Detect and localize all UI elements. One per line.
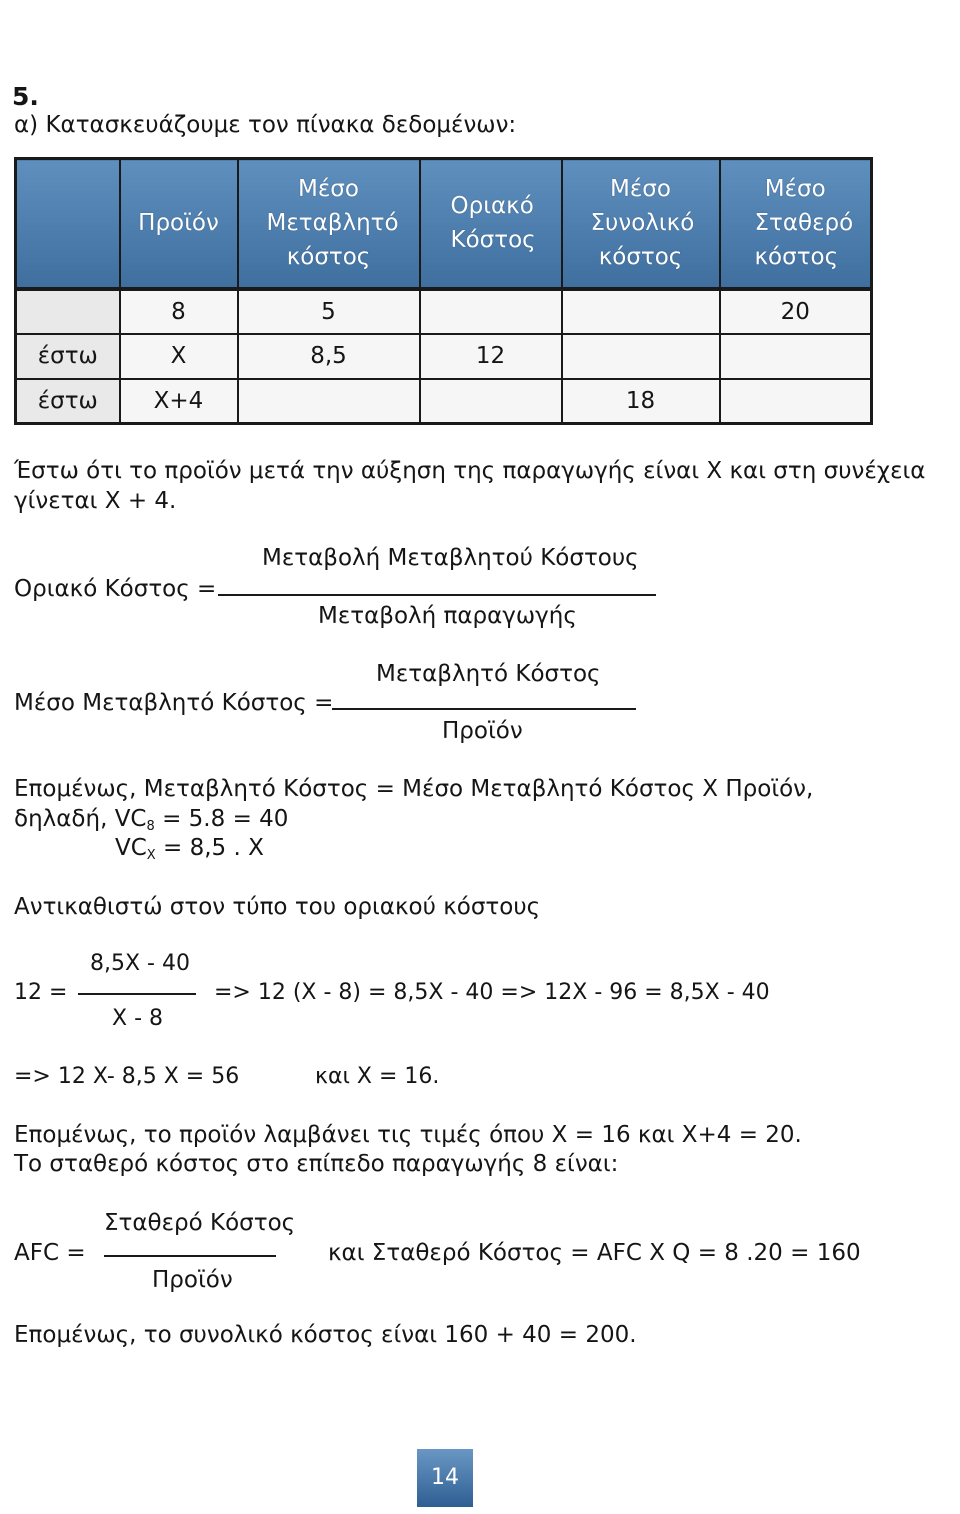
vc8-subscript: 8 (146, 819, 155, 834)
paragraph-line: γίνεται X + 4. (14, 488, 177, 514)
fraction-bar (78, 993, 196, 995)
table-cell: έστω (16, 379, 120, 424)
vcx-value: = 8,5 . X (155, 835, 264, 861)
equation-rhs: => 12 (X - 8) = 8,5X - 40 => 12X - 96 = 8,5X - 40 (214, 980, 770, 1005)
fraction-bar (218, 594, 656, 596)
mc-formula-numerator: Μεταβολή Μεταβλητού Κόστους (262, 545, 639, 571)
paragraph-line: Επομένως, το προϊόν λαμβάνει τις τιμές όπου X = 16 και X+4 = 20. (14, 1122, 802, 1148)
header-afc: Μέσο Σταθερό κόστος (720, 159, 872, 289)
table-cell: 18 (562, 379, 720, 424)
table-cell (420, 289, 562, 334)
table-cell: 20 (720, 289, 872, 334)
table-cell: έστω (16, 334, 120, 378)
vc8-value: = 5.8 = 40 (154, 806, 289, 832)
vcx-line (115, 835, 264, 863)
fraction-bar (104, 1255, 276, 1257)
header-mc: Οριακό Κόστος (420, 159, 562, 289)
paragraph-line: Επομένως, Μεταβλητό Κόστος = Μέσο Μεταβλητό Κόστος X Προϊόν, (14, 776, 814, 802)
table-row (16, 289, 872, 334)
table-cell (420, 379, 562, 424)
avc-formula-numerator: Μεταβλητό Κόστος (376, 661, 601, 687)
paragraph-line: Αντικαθιστώ στον τύπο του οριακού κόστους (14, 894, 541, 920)
table-cell (720, 379, 872, 424)
table-cell: 8 (120, 289, 238, 334)
table-cell: 8,5 (238, 334, 420, 378)
mc-formula-lhs: Οριακό Κόστος = (14, 576, 217, 602)
fraction-bar (332, 708, 636, 710)
data-table (14, 157, 870, 425)
problem-number: 5. (12, 82, 39, 111)
paragraph-line: Έστω ότι το προϊόν μετά την αύξηση της παραγωγής είναι X και στη συνέχεια (14, 458, 926, 484)
page-number: 14 (417, 1449, 473, 1507)
table-header-row (16, 159, 872, 289)
header-empty (16, 159, 120, 289)
afc-formula-lhs: AFC = (14, 1240, 86, 1266)
vcx-subscript: X (146, 848, 156, 863)
table-cell (720, 334, 872, 378)
table-cell: 5 (238, 289, 420, 334)
vc8-symbol: VC (114, 806, 147, 832)
header-product: Προϊόν (120, 159, 238, 289)
table-cell: 12 (420, 334, 562, 378)
intro-text: α) Κατασκευάζουμε τον πίνακα δεδομένων: (14, 112, 517, 138)
table-row (16, 379, 872, 424)
equation-denominator: X - 8 (112, 1006, 163, 1031)
conclusion-text: Επομένως, το συνολικό κόστος είναι 160 + 40 = 200. (14, 1322, 637, 1348)
table-cell: X+4 (120, 379, 238, 424)
paragraph-line: Το σταθερό κόστος στο επίπεδο παραγωγής 8 είναι: (14, 1151, 619, 1177)
table-cell (562, 289, 720, 334)
header-atc: Μέσο Συνολικό κόστος (562, 159, 720, 289)
header-avc: Μέσο Μεταβλητό κόστος (238, 159, 420, 289)
afc-formula-denominator: Προϊόν (152, 1267, 233, 1293)
table-cell: X (120, 334, 238, 378)
vc8-line (14, 806, 288, 834)
table-row (16, 334, 872, 378)
table-cell (16, 289, 120, 334)
table-cell (238, 379, 420, 424)
mc-formula-denominator: Μεταβολή παραγωγής (318, 603, 577, 629)
vc8-prefix: δηλαδή, (14, 806, 108, 832)
avc-formula-lhs: Μέσο Μεταβλητό Κόστος = (14, 690, 334, 716)
afc-formula-numerator: Σταθερό Κόστος (104, 1210, 296, 1236)
equation-numerator: 8,5X - 40 (90, 951, 190, 976)
table-cell (562, 334, 720, 378)
equation-lhs: 12 = (14, 980, 68, 1005)
afc-formula-rhs: και Σταθερό Κόστος = AFC X Q = 8 .20 = 160 (328, 1240, 861, 1266)
solve-left: => 12 X- 8,5 X = 56 (14, 1064, 240, 1089)
vcx-symbol: VC (115, 835, 147, 861)
avc-formula-denominator: Προϊόν (442, 718, 523, 744)
solve-right: και X = 16. (315, 1064, 440, 1089)
